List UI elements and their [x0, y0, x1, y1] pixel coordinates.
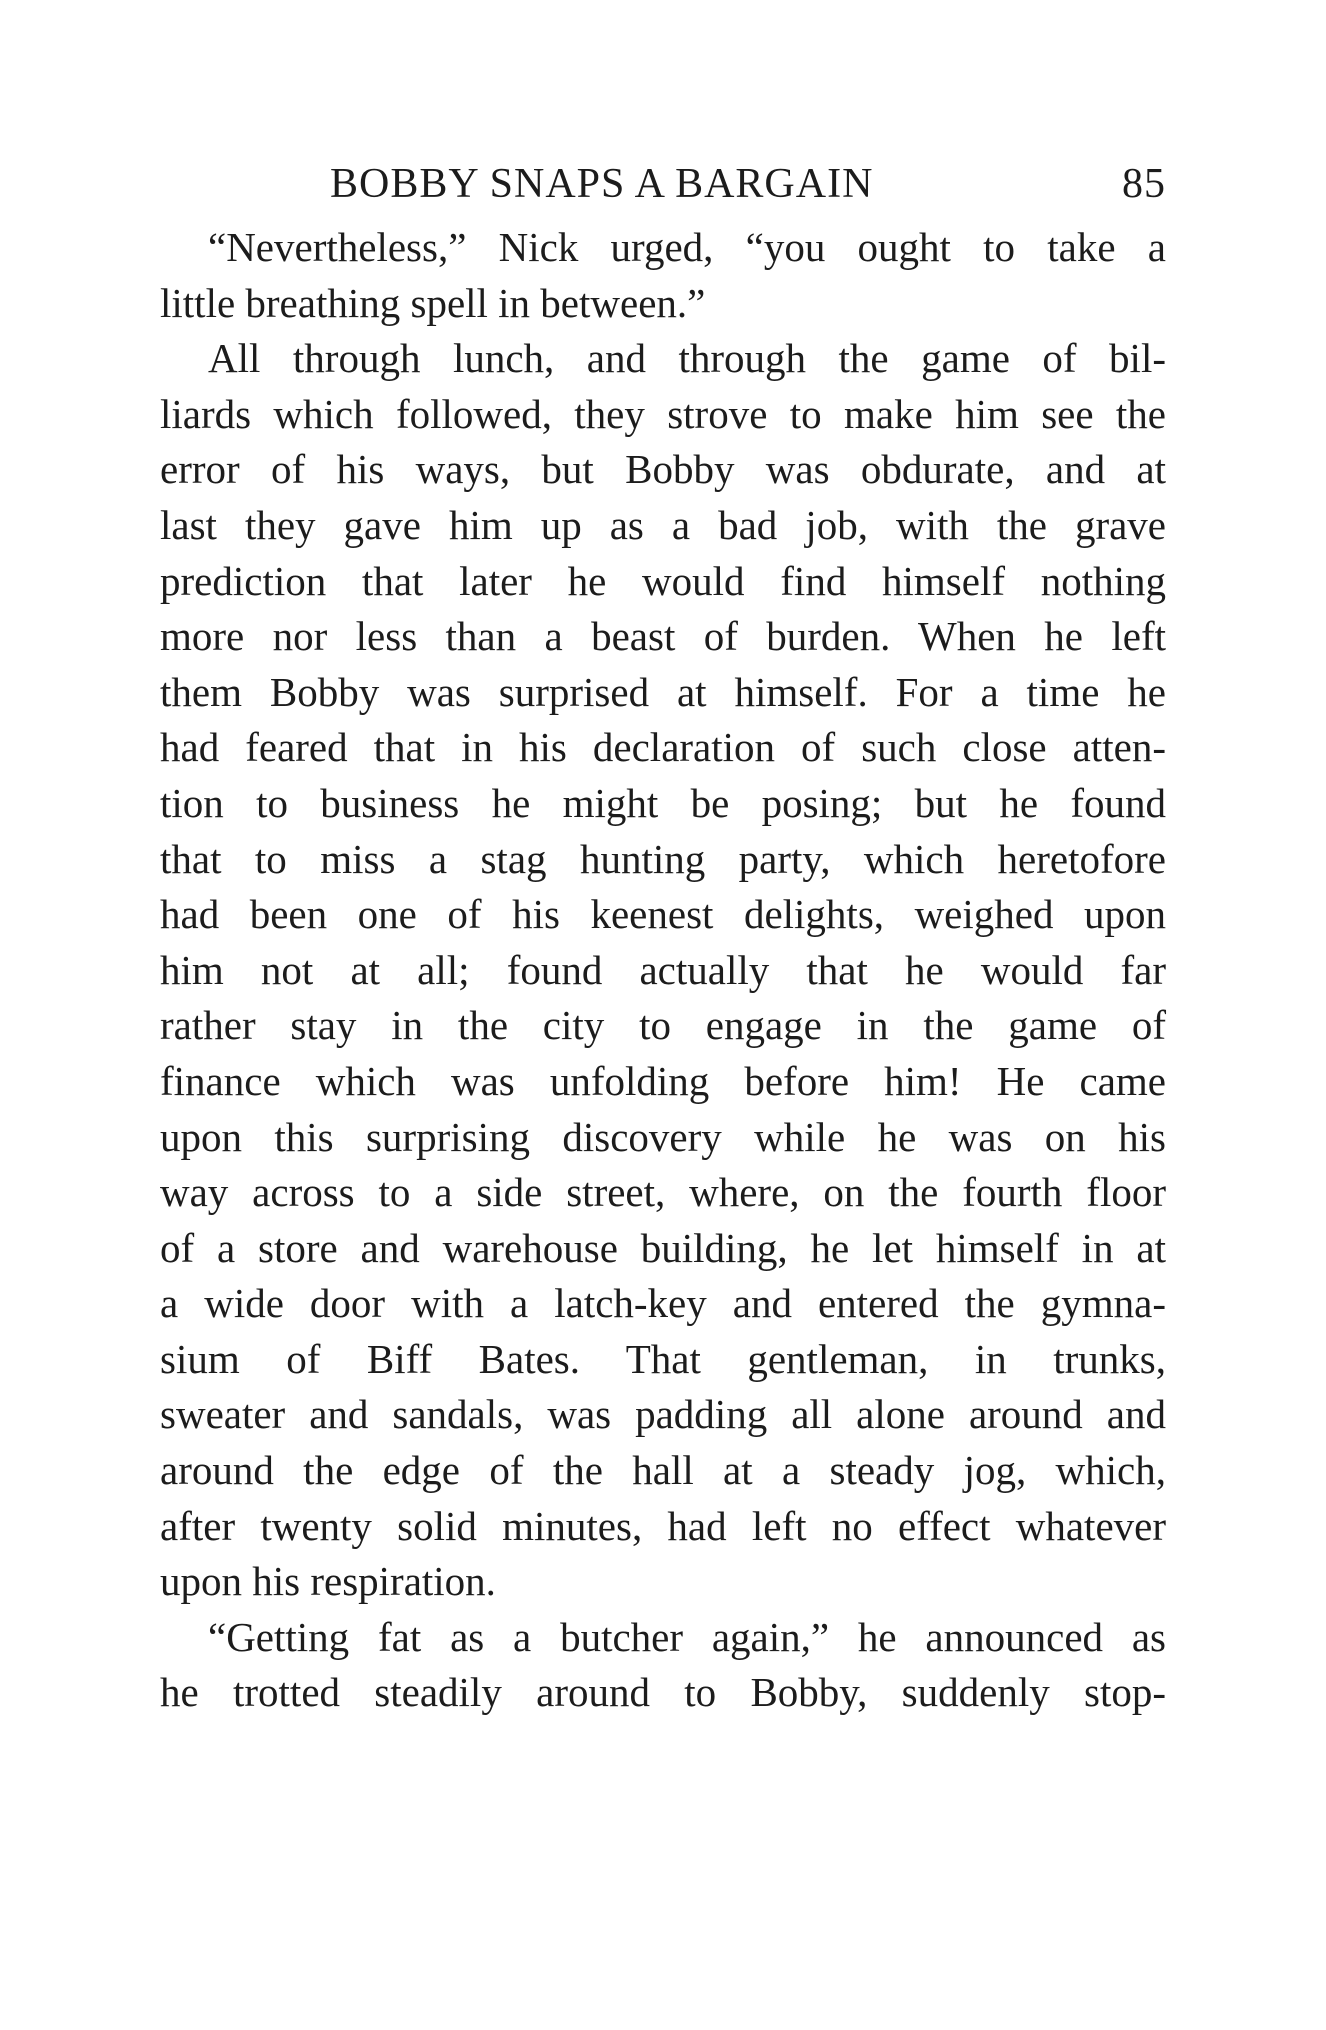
- text-line: rather stay in the city to engage in the game of: [160, 1002, 1166, 1049]
- text-line: way across to a side street, where, on the fourth floor: [160, 1169, 1166, 1216]
- text-line: around the edge of the hall at a steady jog, which,: [160, 1447, 1166, 1494]
- running-title: BOBBY SNAPS A BARGAIN: [330, 161, 874, 207]
- text-line: that to miss a stag hunting party, which heretofore: [160, 835, 1166, 882]
- text-line: he trotted steadily around to Bobby, suddenly stop-: [160, 1669, 1166, 1716]
- text-line: sweater and sandals, was padding all alone around and: [160, 1391, 1166, 1438]
- text-line: after twenty solid minutes, had left no effect whatever: [160, 1502, 1166, 1549]
- text-line: “Getting fat as a butcher again,” he announced as: [208, 1613, 1166, 1660]
- text-line: of a store and warehouse building, he let himself in at: [160, 1224, 1166, 1271]
- text-line: “Nevertheless,” Nick urged, “you ought to take a: [208, 224, 1166, 270]
- text-line: tion to business he might be posing; but he found: [160, 779, 1166, 826]
- text-line: upon his respiration.: [160, 1558, 496, 1605]
- text-line: them Bobby was surprised at himself. For a time he: [160, 668, 1166, 715]
- text-line: upon this surprising discovery while he was on his: [160, 1113, 1166, 1160]
- text-line: prediction that later he would find himself nothing: [160, 557, 1166, 604]
- text-line: had been one of his keenest delights, weighed upon: [160, 891, 1166, 938]
- text-line: liards which followed, they strove to make him see the: [160, 390, 1166, 437]
- body-text: [160, 220, 1166, 1721]
- text-line: sium of Biff Bates. That gentleman, in trunks,: [160, 1335, 1166, 1382]
- text-line: error of his ways, but Bobby was obdurate, and at: [160, 446, 1166, 493]
- text-line: a wide door with a latch-key and entered the gymna-: [160, 1280, 1166, 1327]
- text-line: had feared that in his declaration of such close atten-: [160, 724, 1166, 771]
- page-header: [330, 160, 1166, 220]
- text-line: All through lunch, and through the game of bil-: [208, 335, 1166, 382]
- text-line: finance which was unfolding before him! He came: [160, 1057, 1166, 1104]
- text-line: him not at all; found actually that he would far: [160, 946, 1166, 993]
- page-number: 85: [1122, 161, 1166, 207]
- text-line: last they gave him up as a bad job, with the grave: [160, 501, 1166, 548]
- text-line: more nor less than a beast of burden. When he left: [160, 613, 1166, 660]
- text-line: little breathing spell in between.”: [160, 279, 706, 326]
